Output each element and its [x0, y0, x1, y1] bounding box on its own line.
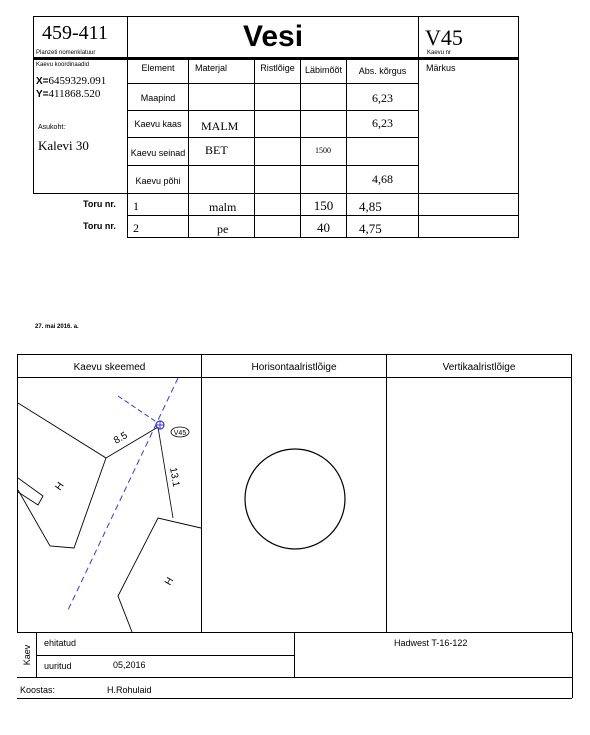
row-material: [188, 165, 255, 194]
row-element: Kaevu põhi: [127, 165, 189, 194]
page-title: Vesi: [242, 20, 304, 53]
pipe-label: Toru nr.: [83, 221, 116, 231]
well-id: V45: [425, 25, 463, 50]
title-cell: [127, 16, 419, 60]
service-line: [106, 427, 158, 458]
th-element: Element: [127, 59, 189, 84]
row-section: [254, 110, 301, 138]
well-tag: V45: [173, 430, 187, 437]
y-value: 411868.520: [48, 88, 101, 100]
row-diameter: [300, 83, 347, 111]
footer-divider: [572, 632, 573, 698]
built-label: ehitatud: [44, 638, 77, 648]
building-outline: [18, 403, 106, 548]
row-material: BET: [188, 137, 255, 166]
date-note: 27. mai 2016. a.: [35, 324, 79, 330]
pipe-remark: [418, 215, 519, 238]
row-section: [254, 137, 301, 166]
surveyed-value: 05,2016: [113, 660, 146, 670]
th-section: Ristlõige: [254, 59, 301, 84]
th-material: Materjal: [188, 59, 255, 84]
surveyed-label: uuritud: [44, 661, 72, 671]
well-card: [33, 16, 519, 240]
row-element: Maapind: [127, 83, 189, 111]
company-label: Hadwest T-16-122: [394, 638, 468, 648]
water-main: [118, 396, 158, 423]
author-value: H.Rohulaid: [107, 685, 152, 695]
dimension-label: 8.5: [112, 430, 130, 447]
location-label: Asukoht:: [38, 124, 66, 131]
panel1-title: Kaevu skeemed: [73, 362, 146, 373]
footer-divider: [294, 632, 295, 677]
pipe-diameter: 40: [300, 215, 347, 238]
coords-block: [33, 59, 128, 194]
pipe-height: 4,85: [346, 193, 419, 216]
sheet-number-cell: [33, 16, 128, 60]
pipe-section: [254, 193, 301, 216]
pipe-height: 4,75: [346, 215, 419, 238]
well-id-cell: [418, 16, 519, 60]
footer-line: [17, 677, 572, 678]
th-height: Abs. kõrgus: [346, 59, 419, 84]
y-coordinate: [36, 88, 100, 100]
dimension-label: 13.1: [167, 466, 182, 488]
location-value: Kalevi 30: [38, 138, 89, 153]
pipe-number: 1: [127, 193, 189, 216]
building-label: H: [53, 480, 67, 493]
row-height: 4,68: [346, 165, 419, 194]
well-schematic: [18, 378, 201, 632]
pipe-label: Toru nr.: [83, 199, 116, 209]
well-caption: Kaevu nr: [427, 50, 452, 56]
panel2-title: Horisontaalristlõige: [251, 362, 337, 373]
sheet-caption: Planzeti nomenklatuur: [36, 50, 96, 56]
x-value: 6459329.091: [48, 75, 107, 87]
row-material: [188, 83, 255, 111]
pipe-section: [254, 215, 301, 238]
building-outline: [118, 518, 201, 632]
x-coordinate: [36, 75, 106, 87]
footer-line: [36, 655, 294, 656]
water-main: [68, 378, 178, 610]
row-element: Kaevu seinad: [127, 137, 189, 166]
building-outline: [18, 478, 43, 505]
row-height: [346, 137, 419, 166]
sheet-number: 459-411: [42, 22, 108, 44]
pipe-material: malm: [188, 193, 255, 216]
row-diameter: [300, 110, 347, 138]
footer-line: [17, 698, 572, 699]
row-section: [254, 83, 301, 111]
row-diameter: [300, 165, 347, 194]
pipe-number: 2: [127, 215, 189, 238]
x-label: X=: [36, 76, 49, 87]
panel-divider: [386, 354, 387, 633]
row-height: 6,23: [346, 110, 419, 138]
row-diameter: 1500: [300, 137, 347, 166]
panel3-title: Vertikaalristlõige: [442, 362, 516, 373]
row-height: 6,23: [346, 83, 419, 111]
well-section-circle: [245, 449, 345, 549]
building-label: H: [163, 575, 177, 588]
row-section: [254, 165, 301, 194]
pipe-diameter: 150: [300, 193, 347, 216]
pipe-material: pe: [188, 215, 255, 238]
th-remark: Märkus: [418, 59, 519, 194]
coords-caption: Kaevu koordinaadid: [36, 62, 90, 68]
row-material: MALM: [188, 110, 255, 138]
pipe-remark: [418, 193, 519, 216]
row-element: Kaevu kaas: [127, 110, 189, 138]
footer-divider: [36, 632, 37, 677]
author-label: Koostas:: [20, 685, 56, 695]
th-diameter: Läbimõõt: [300, 59, 347, 84]
footer-vertical-label: Kaev: [22, 644, 32, 666]
horizontal-section: [202, 378, 386, 632]
y-label: Y=: [36, 89, 49, 100]
